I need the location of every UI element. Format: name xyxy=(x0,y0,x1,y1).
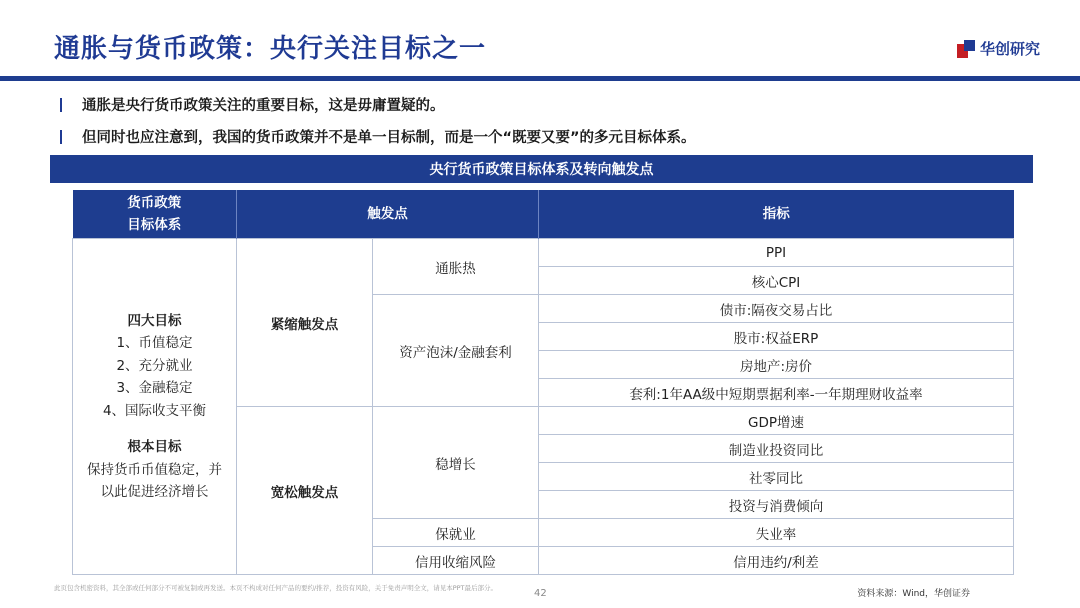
header-target-line1: 货币政策 xyxy=(127,195,182,211)
source-note: 资料来源：Wind，华创证券 xyxy=(857,589,970,599)
goal-item: 3、金融稳定 xyxy=(116,380,193,396)
header-target-line2: 目标体系 xyxy=(127,217,182,233)
indicator-cell: 投资与消费倾向 xyxy=(539,491,1014,519)
indicator-cell: PPI xyxy=(539,239,1014,267)
indicator-cell: 核心CPI xyxy=(539,267,1014,295)
subtrigger-inflation: 通胀热 xyxy=(373,239,539,295)
fundamental-goal-text: 保持货币币值稳定，并 xyxy=(87,461,222,478)
bullet-point xyxy=(60,94,445,115)
disclaimer-text: 此页包含机密资料，其全部或任何部分不可被复制或再发送。本页不构成对任何产品的要约/推荐，投资有风险，关于免责声明全文，请见本PPT最后部分。 xyxy=(54,584,497,592)
subtrigger-asset-bubble: 资产泡沫/金融套利 xyxy=(373,295,539,407)
page-number: 42 xyxy=(534,588,547,599)
indicator-cell: GDP增速 xyxy=(539,407,1014,435)
subtrigger-employment: 保就业 xyxy=(373,519,539,547)
title-divider xyxy=(0,76,1080,81)
header-trigger: 触发点 xyxy=(237,190,539,239)
indicator-cell: 信用违约/利差 xyxy=(539,547,1014,575)
bullet-text: 通胀是央行货币政策关注的重要目标，这是毋庸置疑的。 xyxy=(82,98,445,114)
table-header-row xyxy=(73,190,1014,239)
fundamental-goal-text: 以此促进经济增长 xyxy=(100,484,209,500)
bullet-point xyxy=(60,126,696,147)
indicator-cell: 房地产:房价 xyxy=(539,351,1014,379)
goals-heading: 四大目标 xyxy=(127,312,182,329)
logo-icon xyxy=(957,40,975,58)
fundamental-goal-heading: 根本目标 xyxy=(127,439,182,455)
goal-item: 2、充分就业 xyxy=(116,357,193,374)
bullet-marker xyxy=(60,98,62,112)
goal-item: 1、币值稳定 xyxy=(116,335,193,351)
tightening-trigger: 紧缩触发点 xyxy=(237,239,373,407)
table-row xyxy=(73,239,1014,267)
logo-text: 华创研究 xyxy=(979,40,1040,58)
header-indicator: 指标 xyxy=(539,190,1014,239)
bullet-marker xyxy=(60,130,62,144)
indicator-cell: 制造业投资同比 xyxy=(539,435,1014,463)
goals-cell xyxy=(73,239,237,575)
subtrigger-credit: 信用收缩风险 xyxy=(373,547,539,575)
page-title: 通胀与货币政策：央行关注目标之一 xyxy=(54,34,487,64)
subtrigger-growth: 稳增长 xyxy=(373,407,539,519)
indicator-cell: 债市:隔夜交易占比 xyxy=(539,295,1014,323)
easing-trigger: 宽松触发点 xyxy=(237,407,373,575)
brand-logo xyxy=(957,38,1040,59)
indicator-cell: 套利:1年AA级中短期票据利率-一年期理财收益率 xyxy=(539,379,1014,407)
indicator-cell: 社零同比 xyxy=(539,463,1014,491)
table-caption: 央行货币政策目标体系及转向触发点 xyxy=(50,155,1033,183)
goal-item: 4、国际收支平衡 xyxy=(102,402,207,419)
indicator-cell: 股市:权益ERP xyxy=(539,323,1014,351)
bullet-text: 但同时也应注意到，我国的货币政策并不是单一目标制，而是一个“既要又要”的多元目标体系。 xyxy=(82,130,696,146)
policy-target-table xyxy=(72,190,1014,575)
header-target-system xyxy=(73,190,237,239)
indicator-cell: 失业率 xyxy=(539,519,1014,547)
